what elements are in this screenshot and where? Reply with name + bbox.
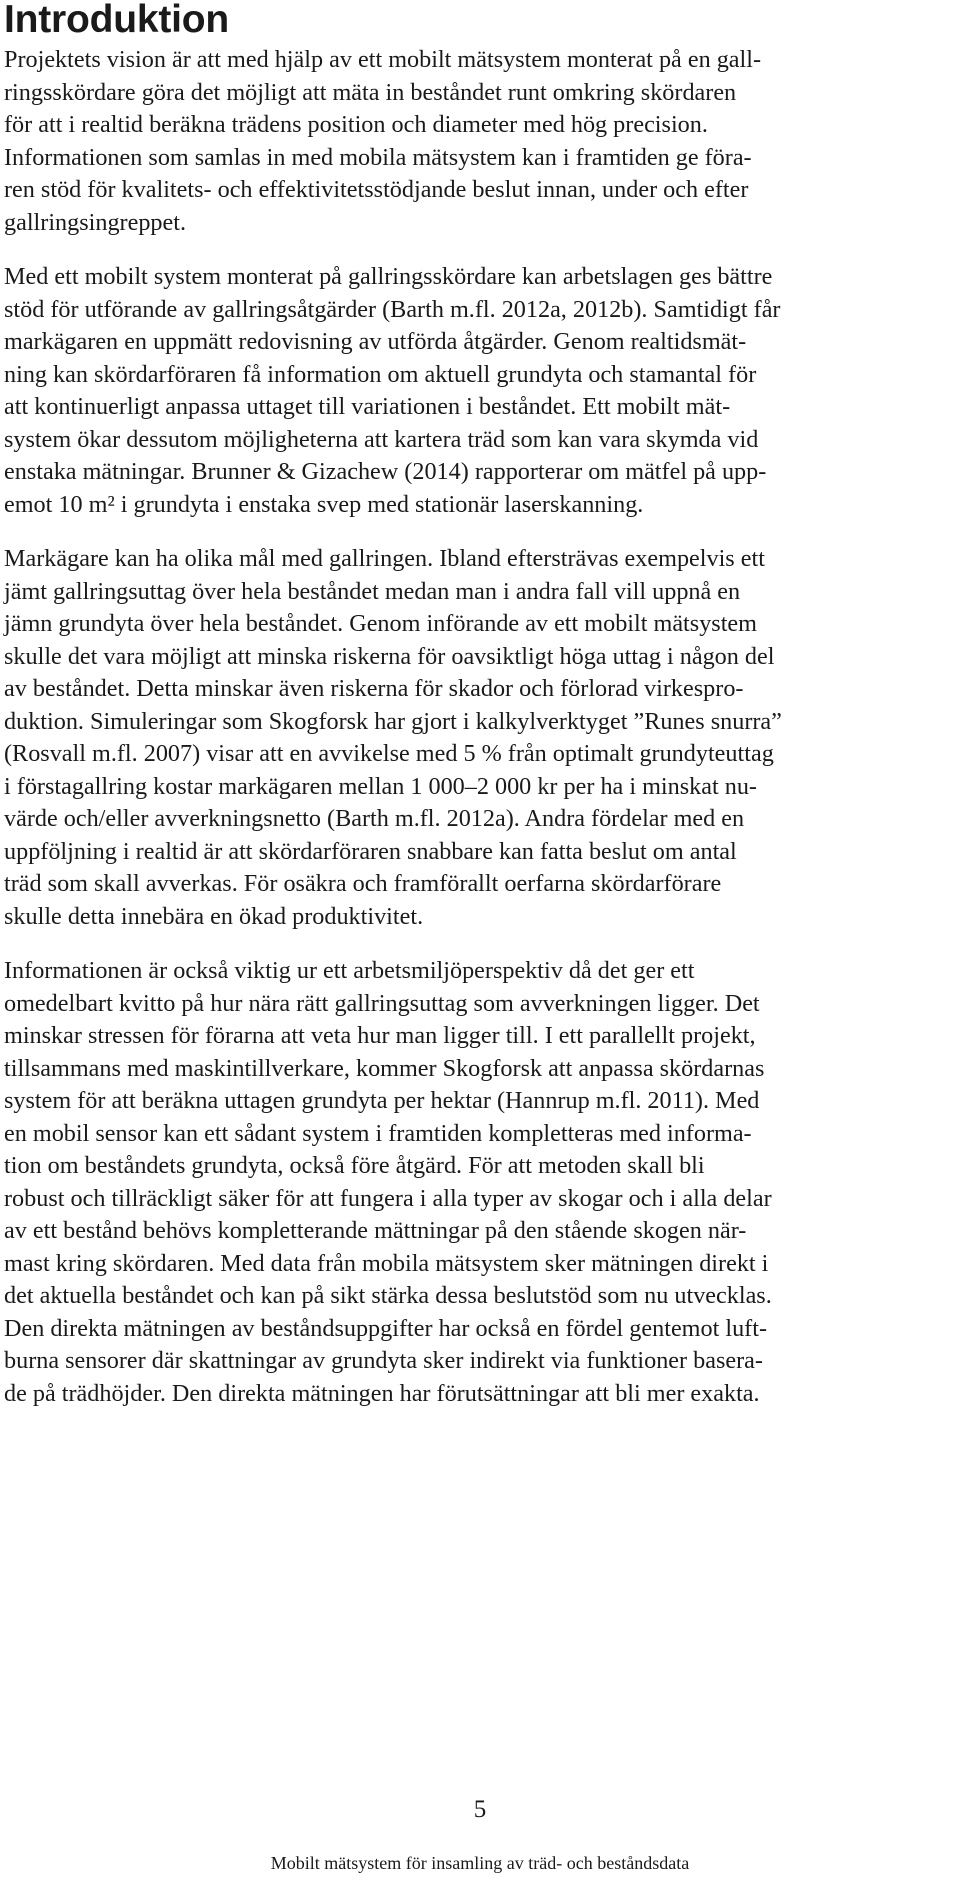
text-line: Med ett mobilt system monterat på gallringsskördare kan arbetslagen ges bättre xyxy=(4,263,773,290)
text-line: duktion. Simuleringar som Skogforsk har gjort i kalkylverktyget ”Runes snurra” xyxy=(4,707,782,735)
text-line: minskar stressen för förarna att veta hur man ligger till. I ett parallellt projekt, xyxy=(4,1022,756,1049)
paragraph-3 xyxy=(4,543,944,933)
text-line: ren stöd för kvalitets- och effektivitetsstödjande beslut innan, under och efter xyxy=(4,176,749,203)
body-text xyxy=(4,44,944,1432)
text-line: i förstagallring kostar markägaren mellan 1 000–2 000 kr per ha i minskat nu- xyxy=(4,772,757,800)
paragraph-1 xyxy=(4,44,944,239)
text-line: att kontinuerligt anpassa uttaget till variationen i beståndet. Ett mobilt mät- xyxy=(4,393,731,420)
text-line: tillsammans med maskintillverkare, kommer Skogforsk att anpassa skördarnas xyxy=(4,1054,765,1082)
text-line: träd som skall avverkas. För osäkra och framförallt oerfarna skördarförare xyxy=(4,870,722,897)
text-line: system ökar dessutom möjligheterna att kartera träd som kan vara skymda vid xyxy=(4,425,759,453)
paragraph-4 xyxy=(4,955,944,1410)
text-line: skulle detta innebära en ökad produktivitet. xyxy=(4,902,424,930)
text-line: det aktuella beståndet och kan på sikt stärka dessa beslutstöd som nu utvecklas. xyxy=(4,1282,772,1309)
text-line: för att i realtid beräkna trädens position och diameter med hög precision. xyxy=(4,111,708,138)
text-line: (Rosvall m.fl. 2007) visar att en avvikelse med 5 % från optimalt grundyteuttag xyxy=(4,740,774,767)
text-line: omedelbart kvitto på hur nära rätt gallringsuttag som avverkningen ligger. Det xyxy=(4,989,760,1017)
text-line: Informationen som samlas in med mobila mätsystem kan i framtiden ge föra- xyxy=(4,143,752,171)
text-line: gallringsingreppet. xyxy=(4,208,187,236)
text-line: en mobil sensor kan ett sådant system i framtiden kompletteras med informa- xyxy=(4,1119,752,1147)
text-line: burna sensorer där skattningar av grundyta sker indirekt via funktioner basera- xyxy=(4,1347,763,1374)
text-line: värde och/eller avverkningsnetto (Barth m.fl. 2012a). Andra fördelar med en xyxy=(4,805,745,832)
text-line: system för att beräkna uttagen grundyta per hektar (Hannrup m.fl. 2011). Med xyxy=(4,1087,760,1114)
text-line: jämt gallringsuttag över hela beståndet medan man i andra fall vill uppnå en xyxy=(4,577,741,605)
text-line: markägaren en uppmätt redovisning av utförda åtgärder. Genom realtidsmät- xyxy=(4,328,747,355)
text-line: stöd för utförande av gallringsåtgärder (Barth m.fl. 2012a, 2012b). Samtidigt får xyxy=(4,295,781,323)
text-line: tion om beståndets grundyta, också före åtgärd. För att metoden skall bli xyxy=(4,1152,705,1179)
page-title: Introduktion xyxy=(4,0,230,41)
text-line: uppföljning i realtid är att skördarföraren snabbare kan fatta beslut om antal xyxy=(4,837,737,865)
text-line: Projektets vision är att med hjälp av ett mobilt mätsystem monterat på en gall- xyxy=(4,46,762,73)
text-line: skulle det vara möjligt att minska riskerna för oavsiktligt höga uttag i någon del xyxy=(4,642,775,670)
text-line: ringsskördare göra det möjligt att mäta in beståndet runt omkring skördaren xyxy=(4,78,737,106)
page-number: 5 xyxy=(473,1796,487,1823)
page-footer: Mobilt mätsystem för insamling av träd- och beståndsdata xyxy=(270,1853,690,1873)
text-line: de på trädhöjder. Den direkta mätningen har förutsättningar att bli mer exakta. xyxy=(4,1379,760,1407)
text-line: Informationen är också viktig ur ett arbetsmiljöperspektiv då det ger ett xyxy=(4,957,695,984)
text-line: Markägare kan ha olika mål med gallringen. Ibland eftersträvas exempelvis ett xyxy=(4,545,765,572)
paragraph-2 xyxy=(4,261,944,521)
text-line: av beståndet. Detta minskar även riskerna för skador och förlorad virkespro- xyxy=(4,675,744,702)
text-line: ning kan skördarföraren få information om aktuell grundyta och stamantal för xyxy=(4,360,757,388)
text-line: Den direkta mätningen av beståndsuppgifter har också en fördel gentemot luft- xyxy=(4,1314,767,1342)
text-line: emot 10 m² i grundyta i enstaka svep med stationär laserskanning. xyxy=(4,490,644,518)
text-line: robust och tillräckligt säker för att fungera i alla typer av skogar och i alla delar xyxy=(4,1184,772,1212)
text-line: mast kring skördaren. Med data från mobila mätsystem sker mätningen direkt i xyxy=(4,1249,769,1277)
text-line: jämn grundyta över hela beståndet. Genom införande av ett mobilt mätsystem xyxy=(4,610,757,637)
text-line: av ett bestånd behövs kompletterande mättningar på den stående skogen när- xyxy=(4,1217,747,1244)
text-line: enstaka mätningar. Brunner & Gizachew (2014) rapporterar om mätfel på upp- xyxy=(4,458,767,485)
